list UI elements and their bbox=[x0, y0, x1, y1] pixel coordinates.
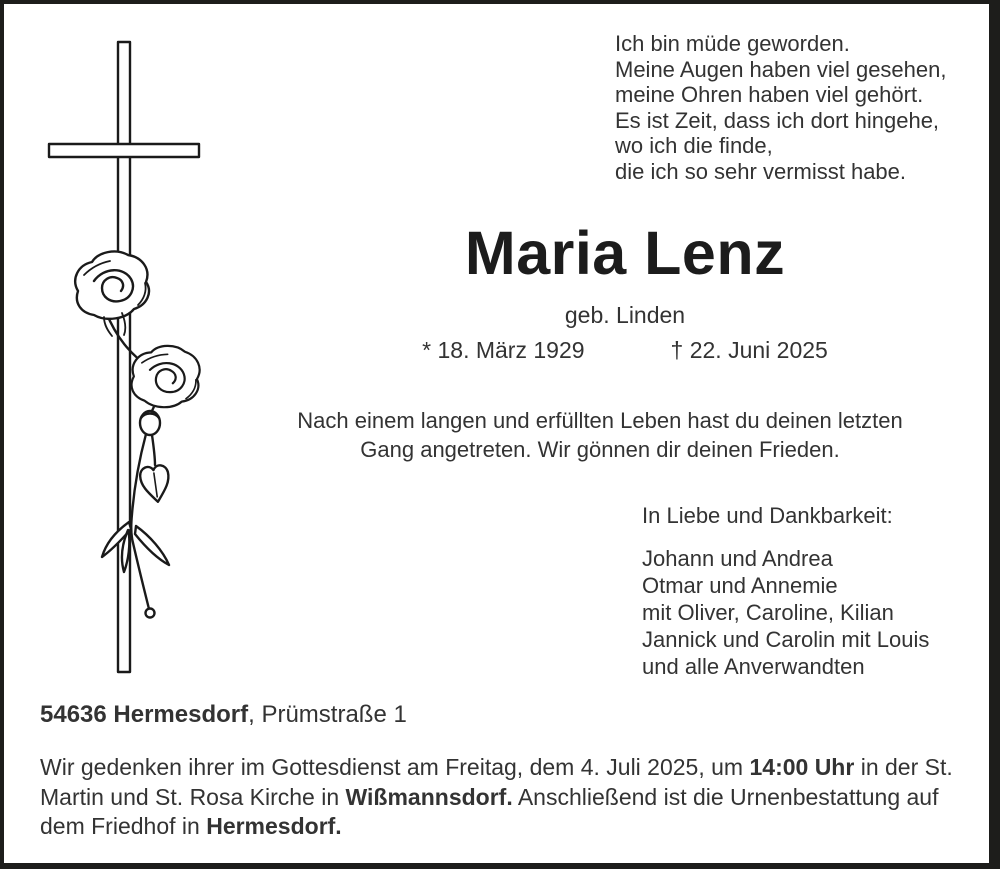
text: Wir gedenken ihrer im Gottesdienst am Freitag, dem 4. Juli 2025, um bbox=[40, 754, 750, 780]
bold-text: Wißmannsdorf. bbox=[345, 783, 513, 810]
opening-poem bbox=[615, 31, 946, 184]
text-line: mit Oliver, Caroline, Kilian bbox=[642, 600, 894, 625]
text-line: meine Ohren haben viel gehört. bbox=[615, 82, 924, 107]
text-line: Meine Augen haben viel gesehen, bbox=[615, 56, 947, 82]
text-line: die ich so sehr vermisst habe. bbox=[615, 158, 907, 184]
text-line: Gang angetreten. Wir gönnen dir deinen Frieden. bbox=[360, 437, 840, 462]
death-date: † 22. Juni 2025 bbox=[670, 337, 828, 363]
bold-text: 14:00 Uhr bbox=[749, 754, 855, 780]
text-line: Jannick und Carolin mit Louis bbox=[642, 627, 930, 652]
text: in der St. Martin und St. Rosa Kirche in bbox=[40, 754, 953, 810]
life-dates bbox=[250, 337, 1000, 364]
cross-and-roses-illustration bbox=[36, 32, 222, 684]
bold-text: Hermesdorf. bbox=[206, 813, 342, 839]
birth-date: * 18. März 1929 bbox=[422, 337, 585, 363]
cross-horizontal-bar bbox=[49, 144, 199, 157]
text-line: Es ist Zeit, dass ich dort hingehe, bbox=[615, 107, 940, 133]
text-line: Otmar und Annemie bbox=[642, 573, 838, 598]
rose-leaf bbox=[135, 526, 169, 565]
rose-stem-tip bbox=[146, 609, 155, 618]
cross-vertical-bar bbox=[118, 42, 130, 672]
maiden-name: geb. Linden bbox=[564, 302, 686, 328]
text-line: Ich bin müde geworden. bbox=[615, 31, 850, 56]
rose-bloom bbox=[127, 340, 205, 413]
tribute-text bbox=[210, 406, 990, 464]
text-line: und alle Anverwandten bbox=[642, 654, 865, 679]
text: Anschließend ist die Urnenbestattung auf dem Friedhof in bbox=[40, 783, 939, 839]
text-line: Johann und Andrea bbox=[642, 546, 833, 571]
service-note bbox=[40, 753, 968, 842]
text-line: wo ich die finde, bbox=[615, 133, 773, 158]
closing-line: In Liebe und Dankbarkeit: bbox=[642, 503, 893, 528]
deceased-name: Maria Lenz bbox=[464, 219, 786, 287]
address-line bbox=[40, 701, 407, 729]
text-line: Nach einem langen und erfüllten Leben hast du deinen letzten bbox=[297, 408, 903, 433]
text: , Prümstraße 1 bbox=[248, 701, 407, 728]
mourners-list bbox=[642, 545, 929, 680]
rose-stem bbox=[152, 435, 155, 465]
bold-text: 54636 Hermesdorf bbox=[40, 701, 249, 728]
rose-leaf bbox=[139, 464, 172, 503]
